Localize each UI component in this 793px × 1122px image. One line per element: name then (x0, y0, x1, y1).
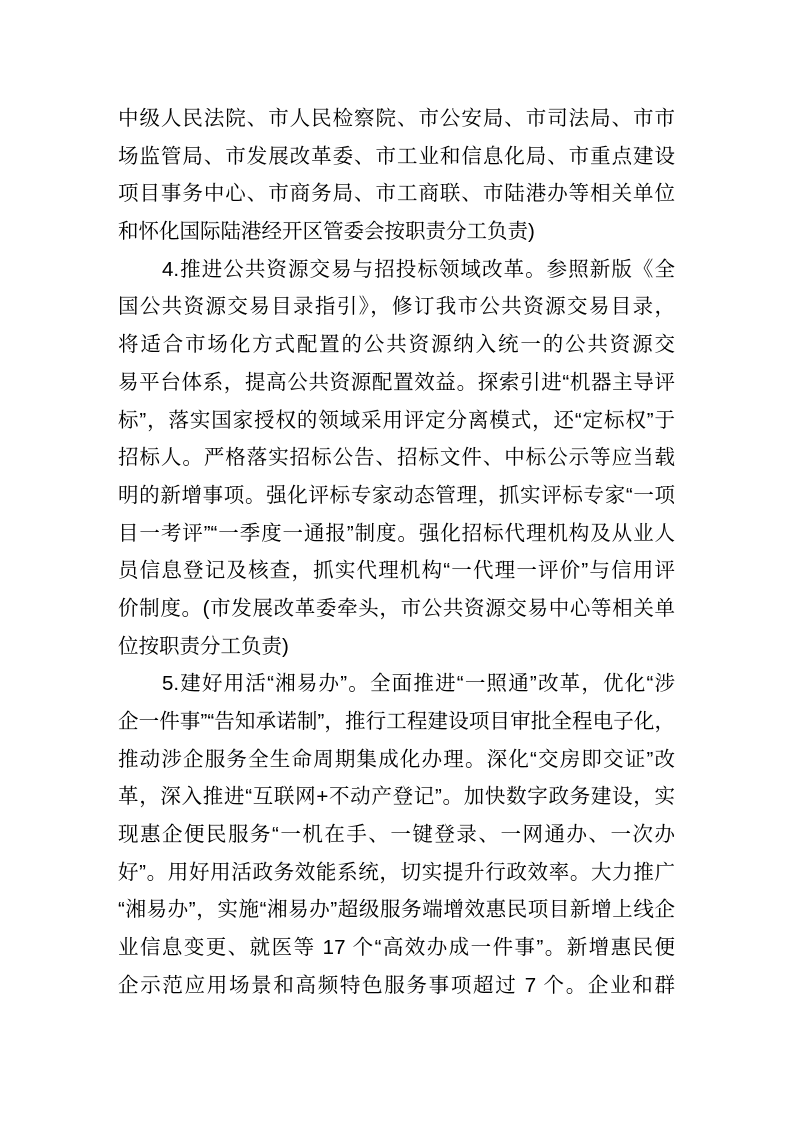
text-line: 5.建好用活“湘易办”。全面推进“一照通”改革，优化“涉 (162, 672, 675, 696)
text-line: 企一件事”“告知承诺制”，推行工程建设项目审批全程电子化， (118, 710, 675, 733)
text-line: 招标人。严格落实招标公告、招标文件、中标公示等应当载 (118, 446, 675, 470)
text-line: 明的新增事项。强化评标专家动态管理，抓实评标专家“一项 (118, 483, 675, 507)
text-line: 目一考评”“一季度一通报”制度。强化招标代理机构及从业人 (118, 521, 675, 545)
text-line: 价制度。(市发展改革委牵头，市公共资源交易中心等相关单 (118, 596, 675, 620)
text-line: 好”。用好用活政务效能系统，切实提升行政效率。大力推广 (118, 860, 675, 884)
text-line: 和怀化国际陆港经开区管委会按职责分工负责) (118, 220, 535, 244)
text-block (118, 100, 675, 1005)
text-line: 企示范应用场景和高频特色服务事项超过 7 个。企业和群 (118, 973, 675, 997)
text-line: 业信息变更、就医等 17 个“高效办成一件事”。新增惠民便 (118, 936, 675, 960)
text-line: 国公共资源交易目录指引》，修订我市公共资源交易目录， (118, 295, 675, 319)
text-line: 中级人民法院、市人民检察院、市公安局、市司法局、市市 (118, 107, 675, 130)
text-line: 位按职责分工负责) (118, 634, 289, 658)
text-line: 员信息登记及核查，抓实代理机构“一代理一评价”与信用评 (118, 559, 675, 583)
text-line: 推动涉企服务全生命周期集成化办理。深化“交房即交证”改 (118, 747, 675, 771)
text-line: 将适合市场化方式配置的公共资源纳入统一的公共资源交 (118, 333, 675, 357)
text-line: 场监管局、市发展改革委、市工业和信息化局、市重点建设 (118, 144, 675, 168)
text-line: 项目事务中心、市商务局、市工商联、市陆港办等相关单位 (118, 182, 675, 206)
text-line: 现惠企便民服务“一机在手、一键登录、一网通办、一次办 (118, 823, 675, 847)
text-line: 4.推进公共资源交易与招投标领域改革。参照新版《全 (162, 257, 675, 281)
text-line: 标”，落实国家授权的领域采用评定分离模式，还“定标权”于 (118, 408, 675, 432)
text-line: 革，深入推进“互联网+不动产登记”。加快数字政务建设，实 (118, 785, 675, 809)
text-line: “湘易办”，实施“湘易办”超级服务端增效惠民项目新增上线企 (118, 898, 675, 922)
text-line: 易平台体系，提高公共资源配置效益。探索引进“机器主导评 (118, 370, 675, 394)
